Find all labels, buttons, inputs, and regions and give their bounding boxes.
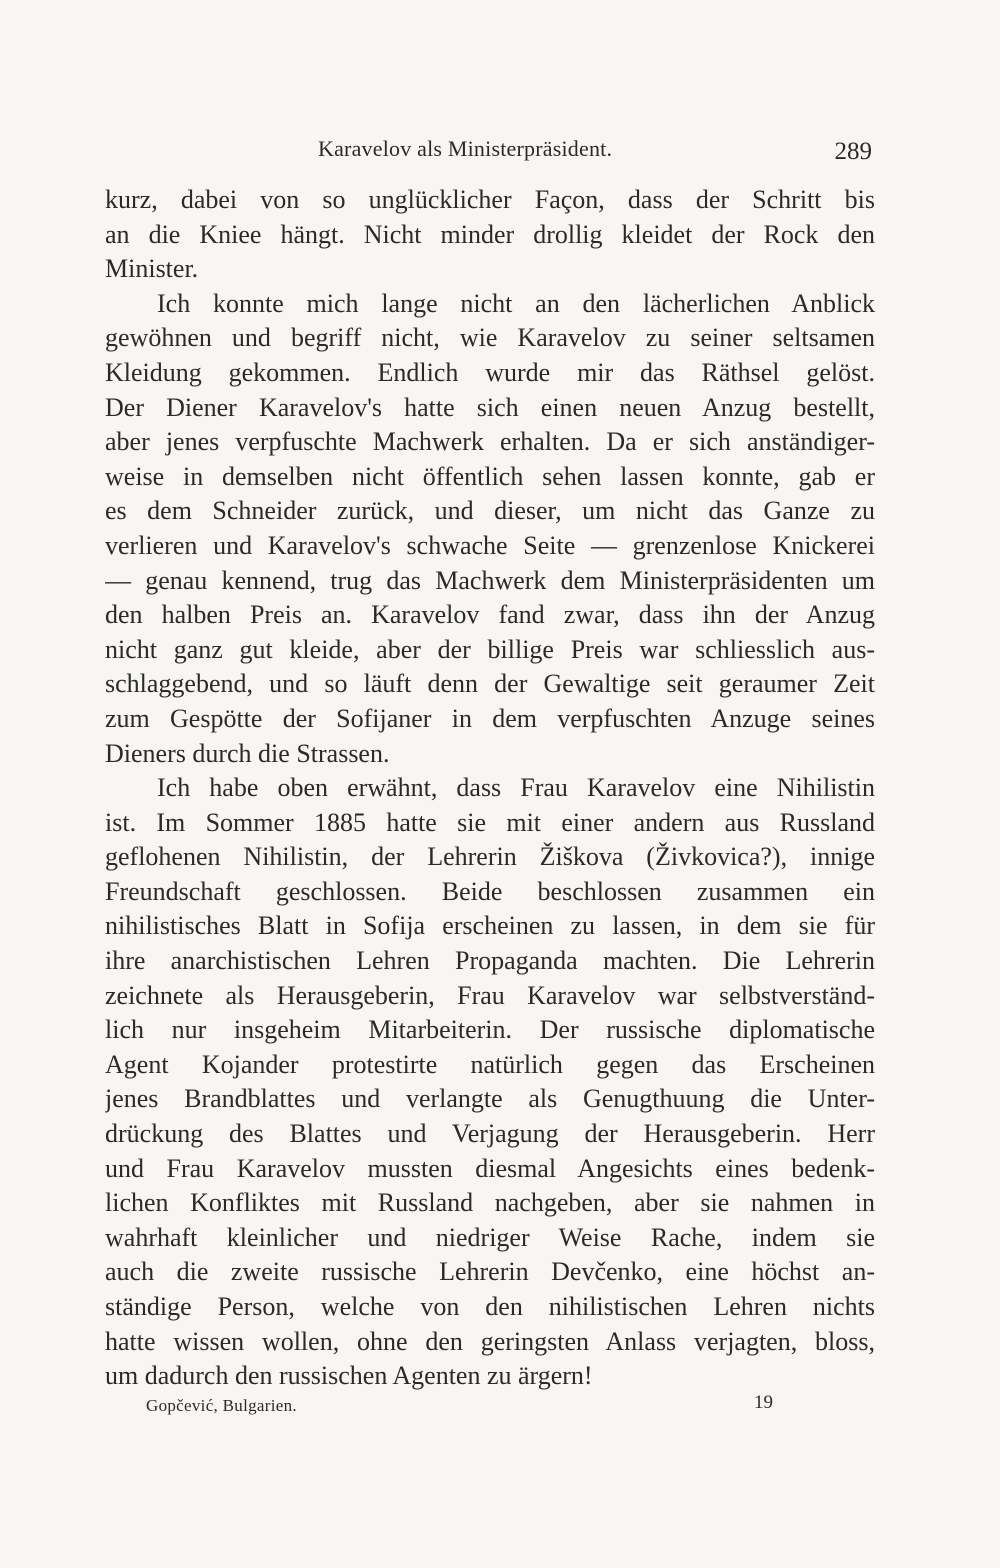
text-line: nicht ganz gut kleide, aber der billige Preis war schliesslich aus- xyxy=(105,634,875,664)
text-line: den halben Preis an. Karavelov fand zwar, dass ihn der Anzug xyxy=(105,600,875,630)
sheet-number: 19 xyxy=(754,1392,773,1413)
text-line: jenes Brandblattes und verlangte als Genugthuung die Unter- xyxy=(105,1084,875,1114)
text-line: Agent Kojander protestirte natürlich gegen das Erscheinen xyxy=(105,1049,875,1079)
text-line: lich nur insgeheim Mitarbeiterin. Der russische diplomatische xyxy=(105,1015,875,1045)
text-line: Kleidung gekommen. Endlich wurde mir das Räthsel gelöst. xyxy=(105,357,875,387)
text-line: Ich habe oben erwähnt, dass Frau Karavelov eine Nihilistin xyxy=(157,773,875,803)
text-line: ständige Person, welche von den nihilistischen Lehren nichts xyxy=(105,1292,875,1321)
text-line: Ich konnte mich lange nicht an den lächerlichen Anblick xyxy=(157,288,875,318)
text-line: Dieners durch die Strassen. xyxy=(105,738,390,768)
page-footer xyxy=(108,1392,788,1422)
text-line: lichen Konfliktes mit Russland nachgeben, aber sie nahmen in xyxy=(105,1188,875,1218)
text-line: ihre anarchistischen Lehren Propaganda machten. Die Lehrerin xyxy=(105,946,875,976)
text-line: Minister. xyxy=(105,254,199,284)
body-text xyxy=(105,183,875,1394)
text-line: es dem Schneider zurück, und dieser, um nicht das Ganze zu xyxy=(105,496,875,526)
printer-signature: Gopčević, Bulgarien. xyxy=(146,1396,297,1415)
text-line: drückung des Blattes und Verjagung der Herausgeberin. Herr xyxy=(105,1119,875,1149)
text-line: und Frau Karavelov mussten diesmal Angesichts eines bedenk- xyxy=(105,1153,875,1183)
text-line: Der Diener Karavelov's hatte sich einen neuen Anzug bestellt, xyxy=(105,392,875,422)
text-line: gewöhnen und begriff nicht, wie Karavelov zu seiner seltsamen xyxy=(105,323,875,353)
text-line: um dadurch den russischen Agenten zu ärgern! xyxy=(105,1361,593,1391)
text-line: zeichnete als Herausgeberin, Frau Karavelov war selbstverständ- xyxy=(105,980,875,1010)
text-line: schlaggebend, und so läuft denn der Gewaltige seit geraumer Zeit xyxy=(105,669,875,699)
text-line: hatte wissen wollen, ohne den geringsten Anlass verjagten, bloss, xyxy=(105,1326,875,1356)
text-line: Freundschaft geschlossen. Beide beschlossen zusammen ein xyxy=(105,876,875,906)
text-line: kurz, dabei von so unglücklicher Façon, dass der Schritt bis xyxy=(105,185,875,214)
text-line: verlieren und Karavelov's schwache Seite — grenzenlose Knickerei xyxy=(105,530,875,560)
text-line: ist. Im Sommer 1885 hatte sie mit einer andern aus Russland xyxy=(105,807,875,837)
text-line: nihilistisches Blatt in Sofija erscheinen zu lassen, in dem sie für xyxy=(105,911,875,941)
page-number: 289 xyxy=(834,138,872,165)
text-line: — genau kennend, trug das Machwerk dem Ministerpräsidenten um xyxy=(105,565,875,595)
text-line: weise in demselben nicht öffentlich sehen lassen konnte, gab er xyxy=(105,461,875,491)
text-line: geflohenen Nihilistin, der Lehrerin Žiškova (Živkovica?), innige xyxy=(105,842,875,872)
running-head xyxy=(105,136,872,166)
text-line: wahrhaft kleinlicher und niedriger Weise Rache, indem sie xyxy=(105,1222,875,1252)
text-line: aber jenes verpfuschte Machwerk erhalten. Da er sich anständiger- xyxy=(105,427,875,457)
text-line: an die Kniee hängt. Nicht minder drollig kleidet der Rock den xyxy=(105,219,875,249)
text-line: auch die zweite russische Lehrerin Devčenko, eine höchst an- xyxy=(105,1257,875,1287)
text-line: zum Gespötte der Sofijaner in dem verpfuschten Anzuge seines xyxy=(105,703,875,733)
running-title: Karavelov als Ministerpräsident. xyxy=(318,136,613,161)
